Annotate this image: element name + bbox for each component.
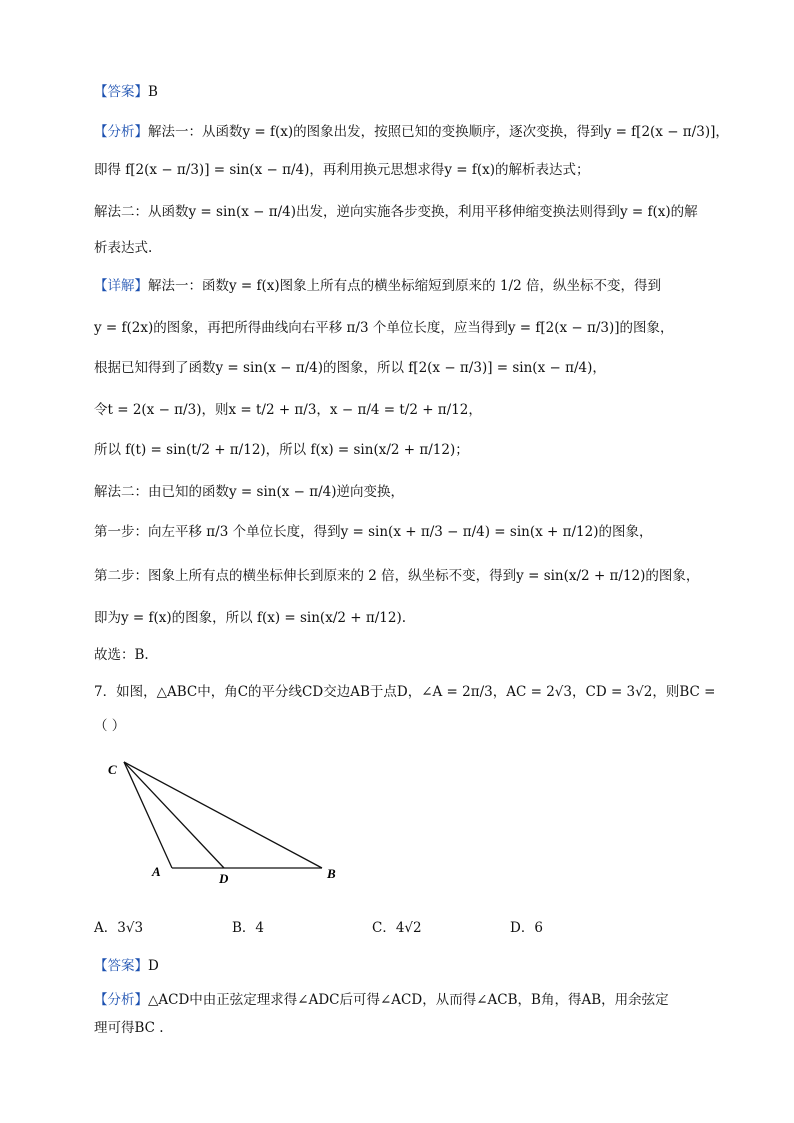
answer-tag: 【答案】: [94, 84, 148, 100]
choice-row: 故选：B.: [94, 647, 149, 663]
question-7-blank: （ ）: [94, 718, 126, 734]
detail-row-6: 解法二：由已知的函数y = sin(x − π/4)逆向变换，: [94, 484, 405, 500]
detail-row-7: 第一步：向左平移 π/3 个单位长度，得到y = sin(x + π/3 − π/4) = sin(x + π/12)的图象，: [94, 524, 653, 540]
detail-row-2: y = f(2x)的图象，再把所得曲线向右平移 π/3 个单位长度，应当得到y = f[2(x − π/3)]的图象，: [94, 320, 674, 336]
detail-row-3: 根据已知得到了函数y = sin(x − π/4)的图象，所以 f[2(x − π/3)] = sin(x − π/4)，: [94, 360, 606, 376]
q7-analysis-tag: 【分析】: [94, 992, 148, 1008]
side-ca: [124, 762, 172, 868]
option-c: C．4√2: [372, 920, 422, 936]
q7-answer-value: D: [148, 958, 159, 974]
q7-answer-row: [94, 956, 714, 976]
analysis-row-4: 析表达式.: [94, 240, 153, 256]
bisector-cd: [124, 762, 224, 868]
detail-row-9: 即为y = f(x)的图象，所以 f(x) = sin(x/2 + π/12).: [94, 610, 407, 626]
vertex-label-b: B: [327, 866, 336, 881]
q7-answer-tag: 【答案】: [94, 958, 148, 974]
analysis-text-1: 解法一：从函数y = f(x)的图象出发，按照已知的变换顺序，逐次变换，得到y = f[2(x − π/3)]，: [148, 124, 729, 140]
vertex-label-c: C: [108, 762, 117, 777]
analysis-row-1: [94, 122, 729, 142]
option-b: B．4: [232, 920, 265, 936]
q7-analysis-row-2: 理可得BC .: [94, 1020, 164, 1036]
detail-row-8: 第二步：图象上所有点的横坐标伸长到原来的 2 倍，纵坐标不变，得到y = sin(x/2 + π/12)的图象，: [94, 568, 700, 584]
analysis-tag: 【分析】: [94, 124, 148, 140]
vertex-label-a: A: [152, 864, 161, 879]
vertex-label-d: D: [219, 871, 229, 886]
detail-text-1: 解法一：函数y = f(x)图象上所有点的横坐标缩短到原来的 1/2 倍，纵坐标不变，得到: [148, 278, 661, 294]
detail-row-1: [94, 276, 714, 296]
answer-value: B: [148, 84, 158, 100]
option-a: A．3√3: [94, 920, 144, 936]
q7-analysis-row-1: [94, 990, 714, 1010]
analysis-row-2: 即得 f[2(x − π/3)] = sin(x − π/4)，再利用换元思想求得y = f(x)的解析表达式；: [94, 162, 590, 178]
question-7-stem: 7．如图，△ABC中，角C的平分线CD交边AB于点D，∠A = 2π/3，AC = 2√3，CD = 3√2，则BC =: [94, 684, 716, 700]
q7-analysis-text-1: △ACD中由正弦定理求得∠ADC后可得∠ACD，从而得∠ACB，B角，得AB，用余弦定: [148, 992, 669, 1008]
side-cb: [124, 762, 322, 868]
option-d: D．6: [510, 920, 543, 936]
answer-row: [94, 82, 714, 102]
detail-row-5: 所以 f(t) = sin(t/2 + π/12)，所以 f(x) = sin(x/2 + π/12)；: [94, 442, 469, 458]
analysis-row-3: 解法二：从函数y = sin(x − π/4)出发，逆向实施各步变换，利用平移伸缩变换法则得到y = f(x)的解: [94, 204, 698, 220]
detail-tag: 【详解】: [94, 278, 148, 294]
detail-row-4: 令t = 2(x − π/3)，则x = t/2 + π/3，x − π/4 = t/2 + π/12，: [94, 402, 482, 418]
